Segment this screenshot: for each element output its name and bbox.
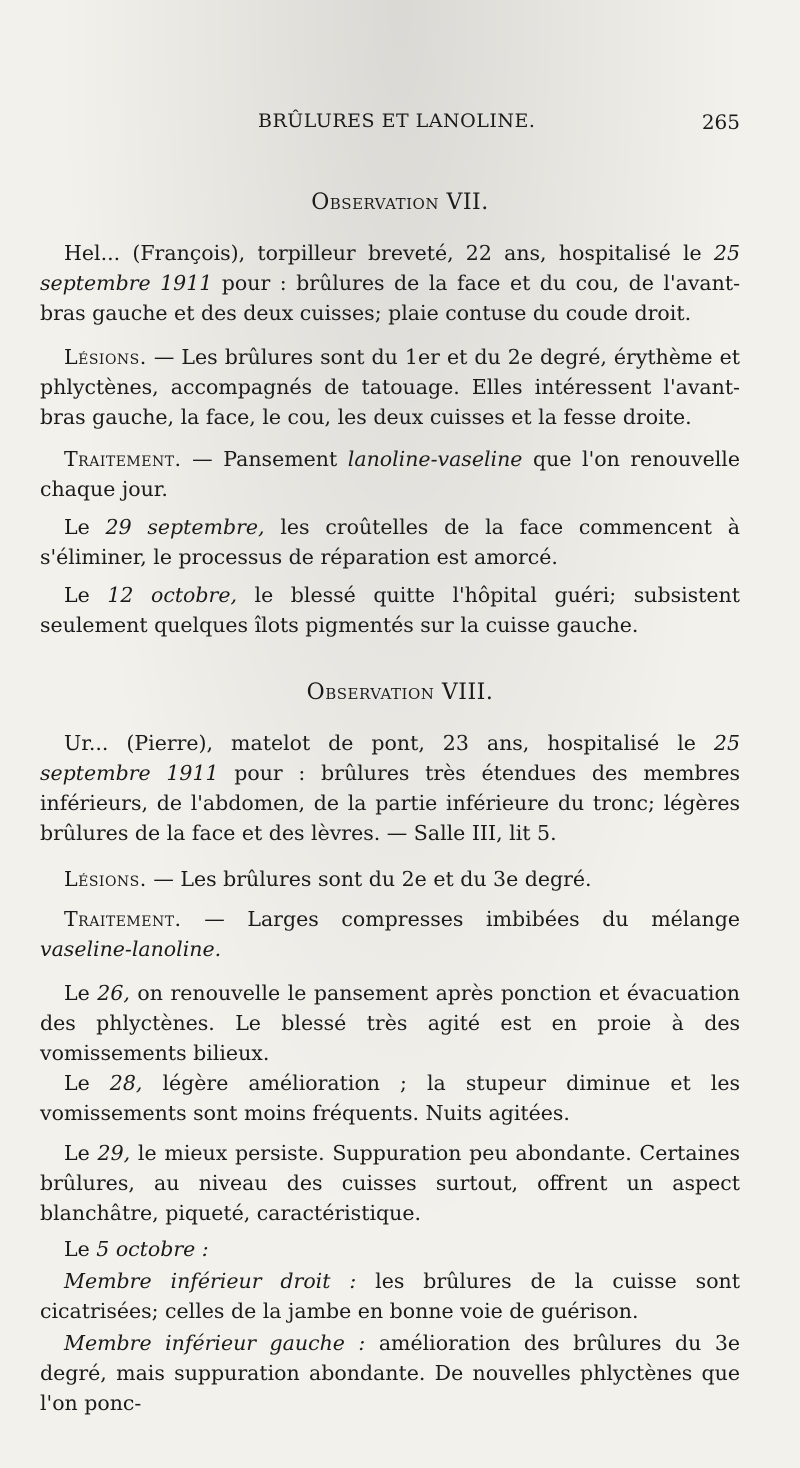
traitement-text: — Pansement [181, 447, 348, 471]
lesions-label: Lésions. [64, 867, 147, 891]
admission-date: 25 septembre 1911 [40, 731, 740, 785]
observation-8-membre-gauche [40, 1328, 740, 1418]
traitement-text: — Larges compresses imbibées du mélange [181, 907, 740, 931]
limb-text: les brûlures de la cuisse sont cicatrisées; celles de la jambe en bonne voie de guérison. [40, 1269, 740, 1323]
date-prefix: Le [64, 1141, 98, 1165]
observation-8-title: Observation VIII. [306, 680, 494, 705]
intro-text-cont: pour : brûlures de la face et du cou, de l'avant-bras gauche et des deux cuisses; plaie contuse du coude droit. [40, 271, 740, 325]
observation-8-lesions [40, 864, 740, 894]
limb-label: Membre inférieur gauche : [64, 1331, 366, 1355]
date-prefix: Le [64, 515, 106, 539]
entry-date: 29, [97, 1141, 131, 1165]
observation-8-day28 [40, 1068, 740, 1128]
entry-text: le mieux persiste. Suppuration peu abondante. Certaines brûlures, au niveau des cuisses surtout, offrent un aspect blanchâtre, piqueté, caractéristique. [40, 1141, 741, 1225]
page-number: 265 [701, 110, 740, 134]
traitement-text-cont: que l'on renouvelle chaque jour. [40, 447, 740, 501]
traitement-product: vaseline-lanoline. [40, 937, 222, 961]
intro-text-cont: pour : brûlures très étendues des membres inférieurs, de l'abdomen, de la partie inférieure du tronc; légères brûlures de la face et des lèvres. — Salle III, lit 5. [40, 761, 740, 845]
traitement-label: Traitement. [64, 447, 182, 471]
observation-7-sept29 [40, 512, 740, 572]
observation-7-traitement [40, 444, 740, 504]
date-prefix: Le [64, 1237, 97, 1261]
entry-text: le blessé quitte l'hôpital guéri; subsistent seulement quelques îlots pigmentés sur la cuisse gauche. [40, 583, 740, 637]
date-prefix: Le [64, 1071, 110, 1095]
date-prefix: Le [64, 981, 98, 1005]
limb-label: Membre inférieur droit : [64, 1269, 357, 1293]
entry-text: on renouvelle le pansement après ponction et évacuation des phlyctènes. Le blessé très agité est en proie à des vomissements bilieux. [40, 981, 740, 1065]
entry-text: les croûtelles de la face commencent à s'éliminer, le processus de réparation est amorcé. [40, 515, 740, 569]
page-header [40, 110, 740, 140]
entry-date: 29 septembre, [105, 515, 265, 539]
entry-text: légère amélioration ; la stupeur diminue et les vomissements sont moins fréquents. Nuits agitées. [40, 1071, 740, 1125]
observation-8-membre-droit [40, 1266, 740, 1326]
traitement-product: lanoline-vaseline [347, 447, 523, 471]
lesions-label: Lésions. [64, 345, 147, 369]
entry-date: 12 octobre, [107, 583, 237, 607]
observation-7-intro [40, 238, 740, 328]
observation-7-title: Observation VII. [311, 190, 489, 215]
running-head: BRÛLURES ET LANOLINE. [258, 110, 536, 132]
observation-7-oct12 [40, 580, 740, 640]
traitement-label: Traitement. [64, 907, 182, 931]
entry-date: 5 octobre : [96, 1237, 209, 1261]
observation-8-traitement [40, 904, 740, 964]
intro-text: Ur... (Pierre), matelot de pont, 23 ans, hospitalisé le [64, 731, 714, 755]
entry-date: 28, [109, 1071, 143, 1095]
observation-8-day29 [40, 1138, 740, 1228]
observation-8-oct5 [40, 1234, 740, 1264]
observation-8-day26 [40, 978, 740, 1068]
limb-text: amélioration des brûlures du 3e degré, mais suppuration abondante. De nouvelles phlyctènes que l'on ponc- [40, 1331, 740, 1415]
admission-date: 25 septembre 1911 [40, 241, 740, 295]
date-prefix: Le [64, 583, 108, 607]
observation-8-intro [40, 728, 740, 848]
entry-date: 26, [97, 981, 130, 1005]
lesions-text: — Les brûlures sont du 2e et du 3e degré. [146, 867, 592, 891]
observation-7-lesions [40, 342, 740, 432]
intro-text: Hel... (François), torpilleur breveté, 22 ans, hospitalisé le [64, 241, 714, 265]
lesions-text: — Les brûlures sont du 1er et du 2e degré, érythème et phlyctènes, accompagnés de tatouage. Elles intéressent l'avant-bras gauche, la face, le cou, les deux cuisses et la fesse droite. [40, 345, 740, 429]
